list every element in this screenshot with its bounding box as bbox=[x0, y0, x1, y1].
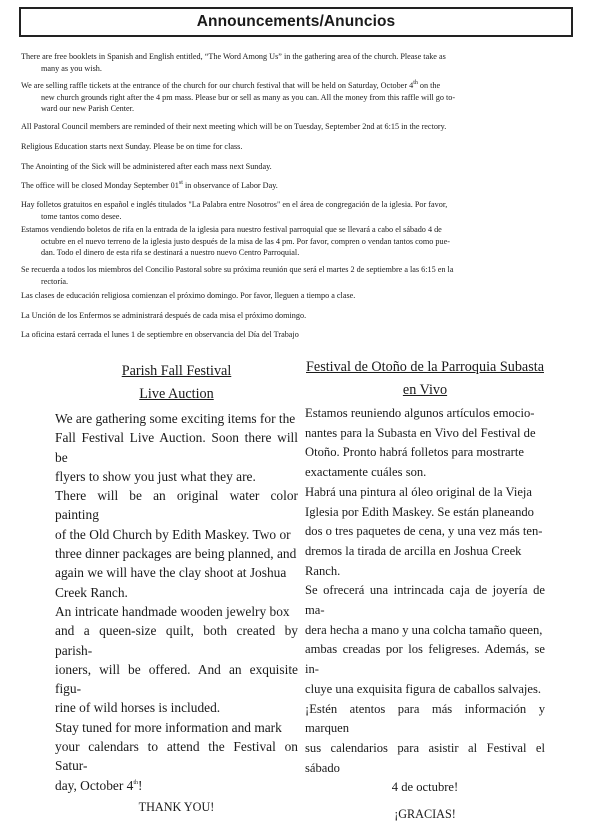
announcement-line: La Unción de los Enfermos se administrará después de cada misa el próximo domingo. bbox=[21, 311, 307, 320]
english-title-line-2: Live Auction bbox=[139, 386, 214, 402]
announcement-item bbox=[21, 51, 573, 74]
announcement-line: Religious Education starts next Sunday. Please be on time for class. bbox=[21, 142, 243, 151]
announcement-line: octubre en el nuevo terreno de la iglesia justo después de la misa de las 4 pm. Por favor, compren o vendan tantos como pue- bbox=[41, 236, 450, 246]
announcement-line: many as you wish. bbox=[41, 63, 102, 73]
announcement-item bbox=[21, 180, 573, 192]
spanish-title-line-2: en Vivo bbox=[402, 382, 448, 398]
spanish-column bbox=[305, 356, 545, 822]
announcement-item bbox=[21, 264, 573, 287]
announcement-line: rectoría. bbox=[41, 276, 69, 286]
announcement-item bbox=[21, 80, 573, 115]
announcement-line: All Pastoral Council members are reminded of their next meeting which will be on Tuesday, September 2nd at 6:15 in the rectory. bbox=[21, 122, 447, 131]
spanish-title-line-1: Festival de Otoño de la Parroquia Subasta bbox=[306, 359, 544, 375]
spanish-paragraph-2: Habrá una pintura al óleo original de la Vieja Iglesia por Edith Maskey. Se están planeando dos o tres paquetes de cena, y una vez más ten- dremos la tirada de arcilla en Joshua Creek Ranch. bbox=[305, 484, 543, 578]
announcement-line: The Anointing of the Sick will be administered after each mass next Sunday. bbox=[21, 162, 272, 171]
spanish-thank-you: ¡GRACIAS! bbox=[394, 807, 456, 822]
spanish-paragraph-3: Se ofrecerá una intrincada caja de joyería de ma- dera hecha a mano y una colcha tamaño queen, ambas creadas por los feligreses. Además, se in- cluye una exquisita figura de caballos salvajes. bbox=[305, 583, 545, 696]
announcement-item bbox=[21, 199, 573, 222]
announcement-item bbox=[21, 290, 573, 302]
announcement-line: We are selling raffle tickets at the entrance of the church for our church festival that will be held on Saturday, October 4th on the bbox=[21, 80, 441, 90]
announcement-item bbox=[21, 121, 573, 133]
announcement-item bbox=[21, 161, 573, 173]
english-paragraph-2: There will be an original water color painting of the Old Church by Edith Maskey. Two or three dinner packages are being planned, and again we will have the clay shoot at Joshua Creek Ranch. bbox=[55, 488, 298, 600]
announcement-line: tome tantos como desee. bbox=[41, 211, 122, 221]
announcement-line: Hay folletos gratuitos en español e inglés titulados "La Palabra entre Nosotros" en el área de congregación de la iglesia. Por favor, bbox=[21, 200, 448, 209]
english-column bbox=[55, 356, 298, 815]
announcement-line: Se recuerda a todos los miembros del Concilio Pastoral sobre su próxima reunión que será el martes 2 de septiembre a las 6:15 en la bbox=[21, 265, 454, 274]
announcement-item bbox=[21, 141, 573, 153]
announcement-line: dan. Todo el dinero de esta rifa se destinará a nuestro nuevo Centro Parroquial. bbox=[41, 248, 300, 257]
english-paragraph-3: An intricate handmade wooden jewelry box and a queen-size quilt, both created by parish- ioners, will be offered. And an exquisite figu- rine of wild horses is included. bbox=[55, 603, 298, 716]
announcement-item bbox=[21, 329, 573, 341]
english-thank-you: THANK YOU! bbox=[138, 799, 215, 814]
announcement-line: new church grounds right after the 4 pm mass. Please bur or sell as many as you can. All the money from this raffle will go to- bbox=[41, 92, 456, 102]
announcement-line: The office will be closed Monday September 01st in observance of Labor Day. bbox=[21, 180, 278, 190]
announcement-line: ward our new Parish Center. bbox=[41, 104, 134, 113]
announcement-line: There are free booklets in Spanish and English entitled, “The Word Among Us” in the gathering area of the church. Please take as bbox=[21, 52, 446, 61]
announcement-item bbox=[21, 310, 573, 322]
spanish-paragraph-4: ¡Estén atentos para más información y marquen sus calendarios para asistir al Festival el sábado 4 de octubre! bbox=[305, 701, 545, 795]
english-paragraph-1: We are gathering some exciting items for the Fall Festival Live Auction. Soon there will be flyers to show you just what they are. bbox=[55, 411, 298, 484]
announcements-header-box bbox=[19, 7, 573, 37]
english-paragraph-4: Stay tuned for more information and mark your calendars to attend the Festival on Satur- day, October 4th! bbox=[55, 719, 298, 793]
spanish-paragraph-1: Estamos reuniendo algunos artículos emocio- nantes para la Subasta en Vivo del Festival de Otoño. Pronto habrá folletos para mostrarte exactamente cuáles son. bbox=[305, 406, 536, 480]
announcement-line: Estamos vendiendo boletos de rifa en la entrada de la iglesia para nuestro festival parroquial que se llevará a cabo el sábado 4 de bbox=[21, 225, 442, 234]
english-title-line-1: Parish Fall Festival bbox=[121, 363, 232, 379]
announcement-item bbox=[21, 224, 573, 259]
announcement-line: La oficina estará cerrada el lunes 1 de septiembre en observancia del Día del Trabajo bbox=[21, 330, 299, 339]
announcement-line: Las clases de educación religiosa comienzan el próximo domingo. Por favor, lleguen a tiempo a clase. bbox=[21, 291, 356, 300]
page-title: Announcements/Anuncios bbox=[196, 13, 396, 30]
